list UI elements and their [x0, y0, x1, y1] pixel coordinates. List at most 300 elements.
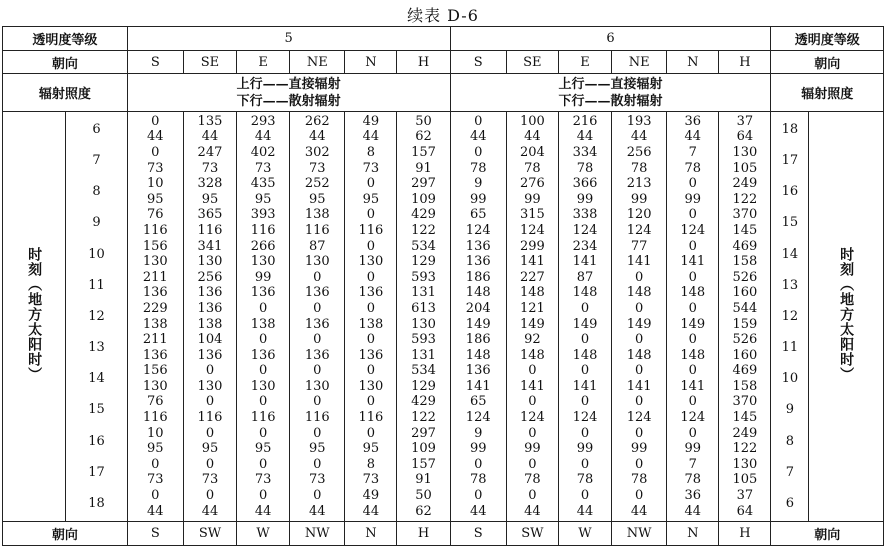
orientation-cell: N	[345, 522, 397, 546]
diffuse-radiation-value: 105	[732, 472, 758, 488]
direct-radiation-value: 99	[254, 269, 272, 285]
diffuse-radiation-value: 116	[358, 222, 384, 238]
diffuse-radiation-value: 149	[572, 316, 598, 332]
direct-radiation-value: 76	[147, 394, 164, 410]
diffuse-radiation-value: 141	[519, 378, 545, 394]
diffuse-radiation-value: 44	[308, 503, 326, 519]
hour-label: 14	[88, 371, 105, 387]
direct-radiation-value: 156	[142, 238, 168, 254]
hour-label: 6	[92, 121, 101, 137]
direct-radiation-value: 186	[465, 332, 491, 348]
diffuse-radiation-value: 138	[142, 316, 168, 332]
diffuse-radiation-value: 116	[142, 410, 168, 426]
diffuse-radiation-value: 78	[524, 160, 541, 176]
diffuse-radiation-value: 138	[197, 316, 223, 332]
radiation-header: 辐射照度	[3, 74, 128, 112]
diffuse-radiation-value: 138	[358, 316, 384, 332]
direct-radiation-value: 76	[147, 207, 164, 223]
diffuse-radiation-value: 130	[358, 378, 384, 394]
diffuse-radiation-value: 44	[684, 129, 702, 145]
orientation-cell: H	[719, 522, 771, 546]
direct-radiation-value: 302	[304, 144, 330, 160]
direct-radiation-value: 299	[519, 238, 545, 254]
hour-label: 13	[781, 277, 799, 293]
direct-radiation-value: 0	[313, 332, 322, 348]
direct-radiation-value: 262	[304, 113, 330, 129]
direct-radiation-value: 0	[366, 425, 376, 441]
diffuse-radiation-value: 62	[415, 129, 432, 145]
direct-radiation-value: 193	[626, 113, 652, 129]
diffuse-radiation-value: 116	[304, 410, 330, 426]
direct-radiation-value: 0	[366, 300, 376, 316]
hour-label: 14	[781, 246, 799, 262]
direct-radiation-value: 36	[684, 113, 702, 129]
diffuse-radiation-value: 124	[465, 222, 491, 238]
hour-label: 8	[785, 433, 795, 449]
orientation-footer-right: 朝向	[771, 522, 884, 546]
diffuse-radiation-value: 73	[201, 160, 219, 176]
direct-radiation-value: 0	[635, 488, 644, 504]
hour-label: 11	[88, 277, 105, 293]
orientation-cell: SE	[183, 51, 236, 74]
direct-radiation-value: 0	[366, 269, 376, 285]
diffuse-radiation-value: 130	[142, 254, 168, 270]
direct-radiation-value: 0	[635, 394, 644, 410]
direct-radiation-value: 593	[411, 269, 436, 285]
diffuse-radiation-value: 148	[465, 347, 491, 363]
diffuse-radiation-value: 124	[626, 410, 652, 426]
direct-radiation-value: 36	[684, 488, 702, 504]
diffuse-radiation-value: 44	[362, 503, 380, 519]
value-column	[127, 112, 183, 522]
diffuse-radiation-value: 124	[519, 222, 545, 238]
radiation-header-right: 辐射照度	[771, 74, 884, 112]
direct-radiation-value: 10	[147, 425, 164, 441]
direct-radiation-value: 534	[411, 363, 436, 379]
direct-radiation-value: 0	[258, 488, 268, 504]
direct-radiation-value: 0	[635, 332, 644, 348]
direct-radiation-value: 0	[635, 269, 644, 285]
direct-radiation-value: 0	[258, 300, 268, 316]
orientation-cell: S	[450, 522, 506, 546]
diffuse-radiation-value: 44	[254, 129, 272, 145]
diffuse-radiation-value: 116	[250, 222, 276, 238]
direct-radiation-value: 0	[313, 488, 322, 504]
diffuse-radiation-value: 148	[572, 285, 598, 301]
diffuse-radiation-value: 159	[732, 316, 758, 332]
diffuse-radiation-value: 99	[469, 441, 487, 457]
direct-radiation-value: 0	[528, 456, 537, 472]
value-column	[450, 112, 506, 522]
orientation-cell: S	[450, 51, 506, 74]
direct-radiation-value: 136	[465, 238, 491, 254]
diffuse-radiation-value: 141	[626, 378, 652, 394]
value-column	[667, 112, 719, 522]
diffuse-radiation-value: 44	[362, 129, 380, 145]
orientation-cell: SW	[183, 522, 236, 546]
diffuse-radiation-value: 136	[142, 347, 168, 363]
direct-radiation-value: 0	[313, 456, 322, 472]
direct-radiation-value: 50	[415, 113, 432, 129]
direct-radiation-value: 0	[580, 394, 590, 410]
diffuse-radiation-value: 136	[250, 347, 276, 363]
direct-radiation-value: 249	[732, 425, 758, 441]
diffuse-radiation-value: 116	[197, 410, 223, 426]
direct-radiation-value: 534	[411, 238, 436, 254]
direct-radiation-value: 0	[688, 207, 697, 223]
diffuse-radiation-value: 44	[147, 129, 164, 145]
orientation-cell: H	[397, 522, 450, 546]
diffuse-radiation-value: 44	[308, 129, 326, 145]
diffuse-radiation-value: 160	[732, 347, 758, 363]
orientation-cell: N	[667, 522, 719, 546]
direct-radiation-value: 469	[732, 363, 758, 379]
direct-radiation-value: 249	[732, 176, 758, 192]
direct-radiation-value: 157	[411, 144, 436, 160]
hours-right	[771, 112, 809, 522]
direct-radiation-value: 0	[580, 456, 590, 472]
direct-radiation-value: 138	[304, 207, 330, 223]
direct-radiation-value: 9	[474, 425, 483, 441]
direct-radiation-value: 135	[197, 113, 223, 129]
diffuse-radiation-value: 149	[519, 316, 545, 332]
direct-radiation-value: 469	[732, 238, 758, 254]
direct-radiation-value: 211	[142, 332, 168, 348]
direct-radiation-value: 0	[528, 394, 537, 410]
diffuse-radiation-value: 149	[626, 316, 652, 332]
diffuse-radiation-value: 145	[732, 410, 758, 426]
hour-label: 11	[781, 340, 799, 356]
hour-label: 18	[88, 496, 105, 512]
direct-radiation-value: 37	[736, 488, 754, 504]
value-column	[612, 112, 667, 522]
diffuse-radiation-value: 73	[147, 160, 164, 176]
diffuse-radiation-value: 73	[308, 472, 326, 488]
diffuse-radiation-value: 73	[362, 160, 380, 176]
diffuse-radiation-value: 124	[572, 222, 598, 238]
diffuse-radiation-value: 141	[626, 254, 652, 270]
direct-radiation-value: 0	[258, 394, 268, 410]
direct-radiation-value: 366	[572, 176, 598, 192]
orientation-cell: W	[558, 522, 611, 546]
direct-radiation-value: 156	[142, 363, 168, 379]
direct-radiation-value: 216	[572, 113, 598, 129]
diffuse-radiation-value: 138	[250, 316, 276, 332]
orientation-footer: 朝向	[3, 522, 128, 546]
diffuse-radiation-value: 130	[358, 254, 384, 270]
direct-radiation-value: 338	[572, 207, 598, 223]
diffuse-radiation-value: 148	[680, 285, 706, 301]
diffuse-radiation-value: 136	[142, 285, 168, 301]
diffuse-radiation-value: 148	[519, 347, 545, 363]
direct-radiation-value: 544	[732, 300, 758, 316]
hour-label: 7	[92, 152, 101, 168]
diffuse-radiation-value: 141	[572, 254, 598, 270]
direct-radiation-value: 341	[197, 238, 223, 254]
direct-radiation-value: 0	[366, 363, 376, 379]
direct-radiation-value: 370	[732, 207, 758, 223]
diffuse-radiation-value: 136	[358, 347, 384, 363]
diffuse-radiation-value: 78	[630, 160, 648, 176]
time-label-left	[3, 112, 66, 522]
diffuse-radiation-value: 78	[469, 160, 487, 176]
orientation-cell: NW	[290, 522, 345, 546]
diffuse-radiation-value: 116	[142, 222, 168, 238]
direct-radiation-value: 0	[258, 425, 268, 441]
diffuse-radiation-value: 73	[362, 472, 380, 488]
diffuse-radiation-value: 131	[411, 347, 436, 363]
direct-radiation-value: 0	[635, 425, 644, 441]
direct-radiation-value: 0	[688, 269, 697, 285]
hour-label: 15	[781, 215, 799, 231]
direct-radiation-value: 0	[205, 394, 215, 410]
orientation-cell: E	[558, 51, 611, 74]
diffuse-radiation-value: 109	[411, 191, 436, 207]
direct-radiation-value: 0	[366, 332, 376, 348]
diffuse-radiation-value: 141	[572, 378, 598, 394]
orientation-cell: SW	[506, 522, 558, 546]
diffuse-radiation-value: 44	[201, 129, 219, 145]
direct-radiation-value: 104	[197, 332, 223, 348]
direct-radiation-value: 234	[572, 238, 598, 254]
hour-label: 16	[781, 184, 799, 200]
diffuse-radiation-value: 116	[197, 222, 223, 238]
diffuse-radiation-value: 141	[680, 378, 706, 394]
direct-radiation-value: 393	[250, 207, 276, 223]
direct-radiation-value: 0	[688, 394, 697, 410]
diffuse-radiation-value: 136	[197, 285, 223, 301]
direct-radiation-value: 0	[366, 176, 376, 192]
diffuse-radiation-value: 148	[626, 347, 652, 363]
direct-radiation-value: 0	[580, 363, 590, 379]
direct-radiation-value: 593	[411, 332, 436, 348]
diffuse-radiation-value: 145	[732, 222, 758, 238]
direct-radiation-value: 0	[313, 269, 322, 285]
hour-label: 12	[781, 308, 799, 324]
diffuse-radiation-value: 158	[732, 378, 758, 394]
diffuse-radiation-value: 73	[201, 472, 219, 488]
diffuse-radiation-value: 122	[732, 441, 758, 457]
direct-radiation-value: 227	[519, 269, 545, 285]
direct-radiation-value: 0	[151, 144, 160, 160]
diffuse-radiation-value: 95	[254, 441, 272, 457]
diffuse-radiation-value: 130	[411, 316, 436, 332]
direct-radiation-value: 0	[528, 425, 537, 441]
diffuse-radiation-value: 136	[304, 347, 330, 363]
hour-label: 10	[781, 371, 799, 387]
solar-radiation-table	[2, 26, 884, 546]
direct-radiation-value: 87	[308, 238, 326, 254]
direct-radiation-value: 435	[250, 176, 276, 192]
direct-radiation-value: 613	[411, 300, 436, 316]
hour-label: 17	[88, 464, 105, 480]
radiation-legend-line: 上行——直接辐射	[236, 76, 341, 92]
diffuse-radiation-value: 149	[680, 316, 706, 332]
hour-label: 9	[92, 215, 101, 231]
diffuse-radiation-value: 116	[358, 410, 384, 426]
diffuse-radiation-value: 130	[304, 254, 330, 270]
diffuse-radiation-value: 130	[250, 254, 276, 270]
diffuse-radiation-value: 124	[519, 410, 545, 426]
direct-radiation-value: 526	[732, 332, 758, 348]
diffuse-radiation-value: 99	[684, 191, 702, 207]
direct-radiation-value: 157	[411, 456, 436, 472]
orientation-header-right: 朝向	[771, 51, 884, 74]
hour-label: 17	[781, 152, 799, 168]
direct-radiation-value: 87	[576, 269, 594, 285]
direct-radiation-value: 297	[411, 176, 436, 192]
hour-label: 10	[88, 246, 105, 262]
direct-radiation-value: 370	[732, 394, 758, 410]
direct-radiation-value: 315	[519, 207, 545, 223]
diffuse-radiation-value: 91	[415, 472, 432, 488]
diffuse-radiation-value: 136	[465, 254, 491, 270]
direct-radiation-value: 92	[524, 332, 541, 348]
diffuse-radiation-value: 95	[308, 441, 326, 457]
direct-radiation-value: 65	[469, 394, 487, 410]
diffuse-radiation-value: 131	[411, 285, 436, 301]
diffuse-radiation-value: 44	[630, 129, 648, 145]
direct-radiation-value: 0	[635, 456, 644, 472]
diffuse-radiation-value: 148	[572, 347, 598, 363]
direct-radiation-value: 0	[688, 238, 697, 254]
direct-radiation-value: 77	[630, 238, 648, 254]
orientation-header: 朝向	[3, 51, 128, 74]
direct-radiation-value: 0	[366, 238, 376, 254]
diffuse-radiation-value: 62	[415, 503, 432, 519]
hours-left	[66, 112, 127, 522]
direct-radiation-value: 0	[258, 332, 268, 348]
diffuse-radiation-value: 44	[684, 503, 702, 519]
diffuse-radiation-value: 91	[415, 160, 432, 176]
direct-radiation-value: 0	[474, 144, 483, 160]
direct-radiation-value: 429	[411, 394, 436, 410]
direct-radiation-value: 0	[688, 332, 697, 348]
direct-radiation-value: 0	[366, 394, 376, 410]
diffuse-radiation-value: 95	[362, 441, 380, 457]
diffuse-radiation-value: 95	[147, 441, 164, 457]
diffuse-radiation-value: 78	[684, 472, 702, 488]
diffuse-radiation-value: 148	[519, 285, 545, 301]
orientation-cell: N	[345, 51, 397, 74]
transparency-header-right: 透明度等级	[771, 27, 884, 51]
value-column	[345, 112, 397, 522]
diffuse-radiation-value: 95	[201, 191, 219, 207]
direct-radiation-value: 328	[197, 176, 223, 192]
orientation-cell: NW	[612, 522, 667, 546]
diffuse-radiation-value: 158	[732, 254, 758, 270]
radiation-legend-5	[127, 74, 450, 112]
direct-radiation-value: 10	[147, 176, 164, 192]
hour-label: 8	[92, 184, 101, 200]
diffuse-radiation-value: 136	[358, 285, 384, 301]
diffuse-radiation-value: 44	[524, 503, 541, 519]
diffuse-radiation-value: 149	[465, 316, 491, 332]
diffuse-radiation-value: 44	[469, 129, 487, 145]
diffuse-radiation-value: 124	[626, 222, 652, 238]
diffuse-radiation-value: 73	[147, 472, 164, 488]
direct-radiation-value: 0	[688, 300, 697, 316]
direct-radiation-value: 120	[626, 207, 652, 223]
direct-radiation-value: 204	[519, 144, 545, 160]
hour-label: 15	[88, 402, 105, 418]
orientation-cell: W	[237, 522, 290, 546]
hour-label: 16	[88, 433, 105, 449]
direct-radiation-value: 0	[580, 425, 590, 441]
diffuse-radiation-value: 73	[254, 472, 272, 488]
diffuse-radiation-value: 136	[197, 347, 223, 363]
direct-radiation-value: 65	[469, 207, 487, 223]
diffuse-radiation-value: 122	[411, 222, 436, 238]
direct-radiation-value: 8	[366, 144, 376, 160]
orientation-cell: NE	[290, 51, 345, 74]
direct-radiation-value: 0	[205, 425, 215, 441]
diffuse-radiation-value: 64	[736, 503, 754, 519]
direct-radiation-value: 136	[465, 363, 491, 379]
value-column	[719, 112, 771, 522]
direct-radiation-value: 0	[151, 456, 160, 472]
diffuse-radiation-value: 44	[254, 503, 272, 519]
diffuse-radiation-value: 148	[680, 347, 706, 363]
diffuse-radiation-value: 95	[201, 441, 219, 457]
diffuse-radiation-value: 44	[630, 503, 648, 519]
hour-label: 6	[785, 496, 795, 512]
diffuse-radiation-value: 130	[304, 378, 330, 394]
direct-radiation-value: 37	[736, 113, 754, 129]
direct-radiation-value: 252	[304, 176, 330, 192]
value-column	[237, 112, 290, 522]
direct-radiation-value: 0	[688, 176, 697, 192]
diffuse-radiation-value: 124	[680, 410, 706, 426]
diffuse-radiation-value: 78	[576, 160, 594, 176]
value-column	[183, 112, 236, 522]
diffuse-radiation-value: 95	[362, 191, 380, 207]
hour-label: 9	[785, 402, 795, 418]
diffuse-radiation-value: 122	[411, 410, 436, 426]
diffuse-radiation-value: 44	[201, 503, 219, 519]
direct-radiation-value: 526	[732, 269, 758, 285]
direct-radiation-value: 0	[151, 488, 160, 504]
orientation-cell: N	[667, 51, 719, 74]
diffuse-radiation-value: 73	[254, 160, 272, 176]
direct-radiation-value: 0	[313, 363, 322, 379]
diffuse-radiation-value: 116	[250, 410, 276, 426]
orientation-cell: SE	[506, 51, 558, 74]
diffuse-radiation-value: 148	[626, 285, 652, 301]
direct-radiation-value: 9	[474, 176, 483, 192]
diffuse-radiation-value: 136	[304, 316, 330, 332]
diffuse-radiation-value: 129	[411, 254, 436, 270]
diffuse-radiation-value: 78	[630, 472, 648, 488]
radiation-legend-6	[450, 74, 771, 112]
diffuse-radiation-value: 130	[250, 378, 276, 394]
table-title: 续表 D-6	[407, 6, 479, 25]
direct-radiation-value: 0	[205, 363, 215, 379]
direct-radiation-value: 49	[362, 113, 380, 129]
radiation-legend-line: 下行——散射辐射	[236, 93, 341, 109]
value-column	[290, 112, 345, 522]
direct-radiation-value: 293	[250, 113, 276, 129]
diffuse-radiation-value: 136	[304, 285, 330, 301]
orientation-cell: S	[127, 522, 183, 546]
direct-radiation-value: 0	[528, 488, 537, 504]
diffuse-radiation-value: 141	[680, 254, 706, 270]
direct-radiation-value: 0	[313, 394, 322, 410]
diffuse-radiation-value: 124	[572, 410, 598, 426]
direct-radiation-value: 7	[688, 144, 697, 160]
orientation-cell: S	[127, 51, 183, 74]
diffuse-radiation-value: 78	[684, 160, 702, 176]
